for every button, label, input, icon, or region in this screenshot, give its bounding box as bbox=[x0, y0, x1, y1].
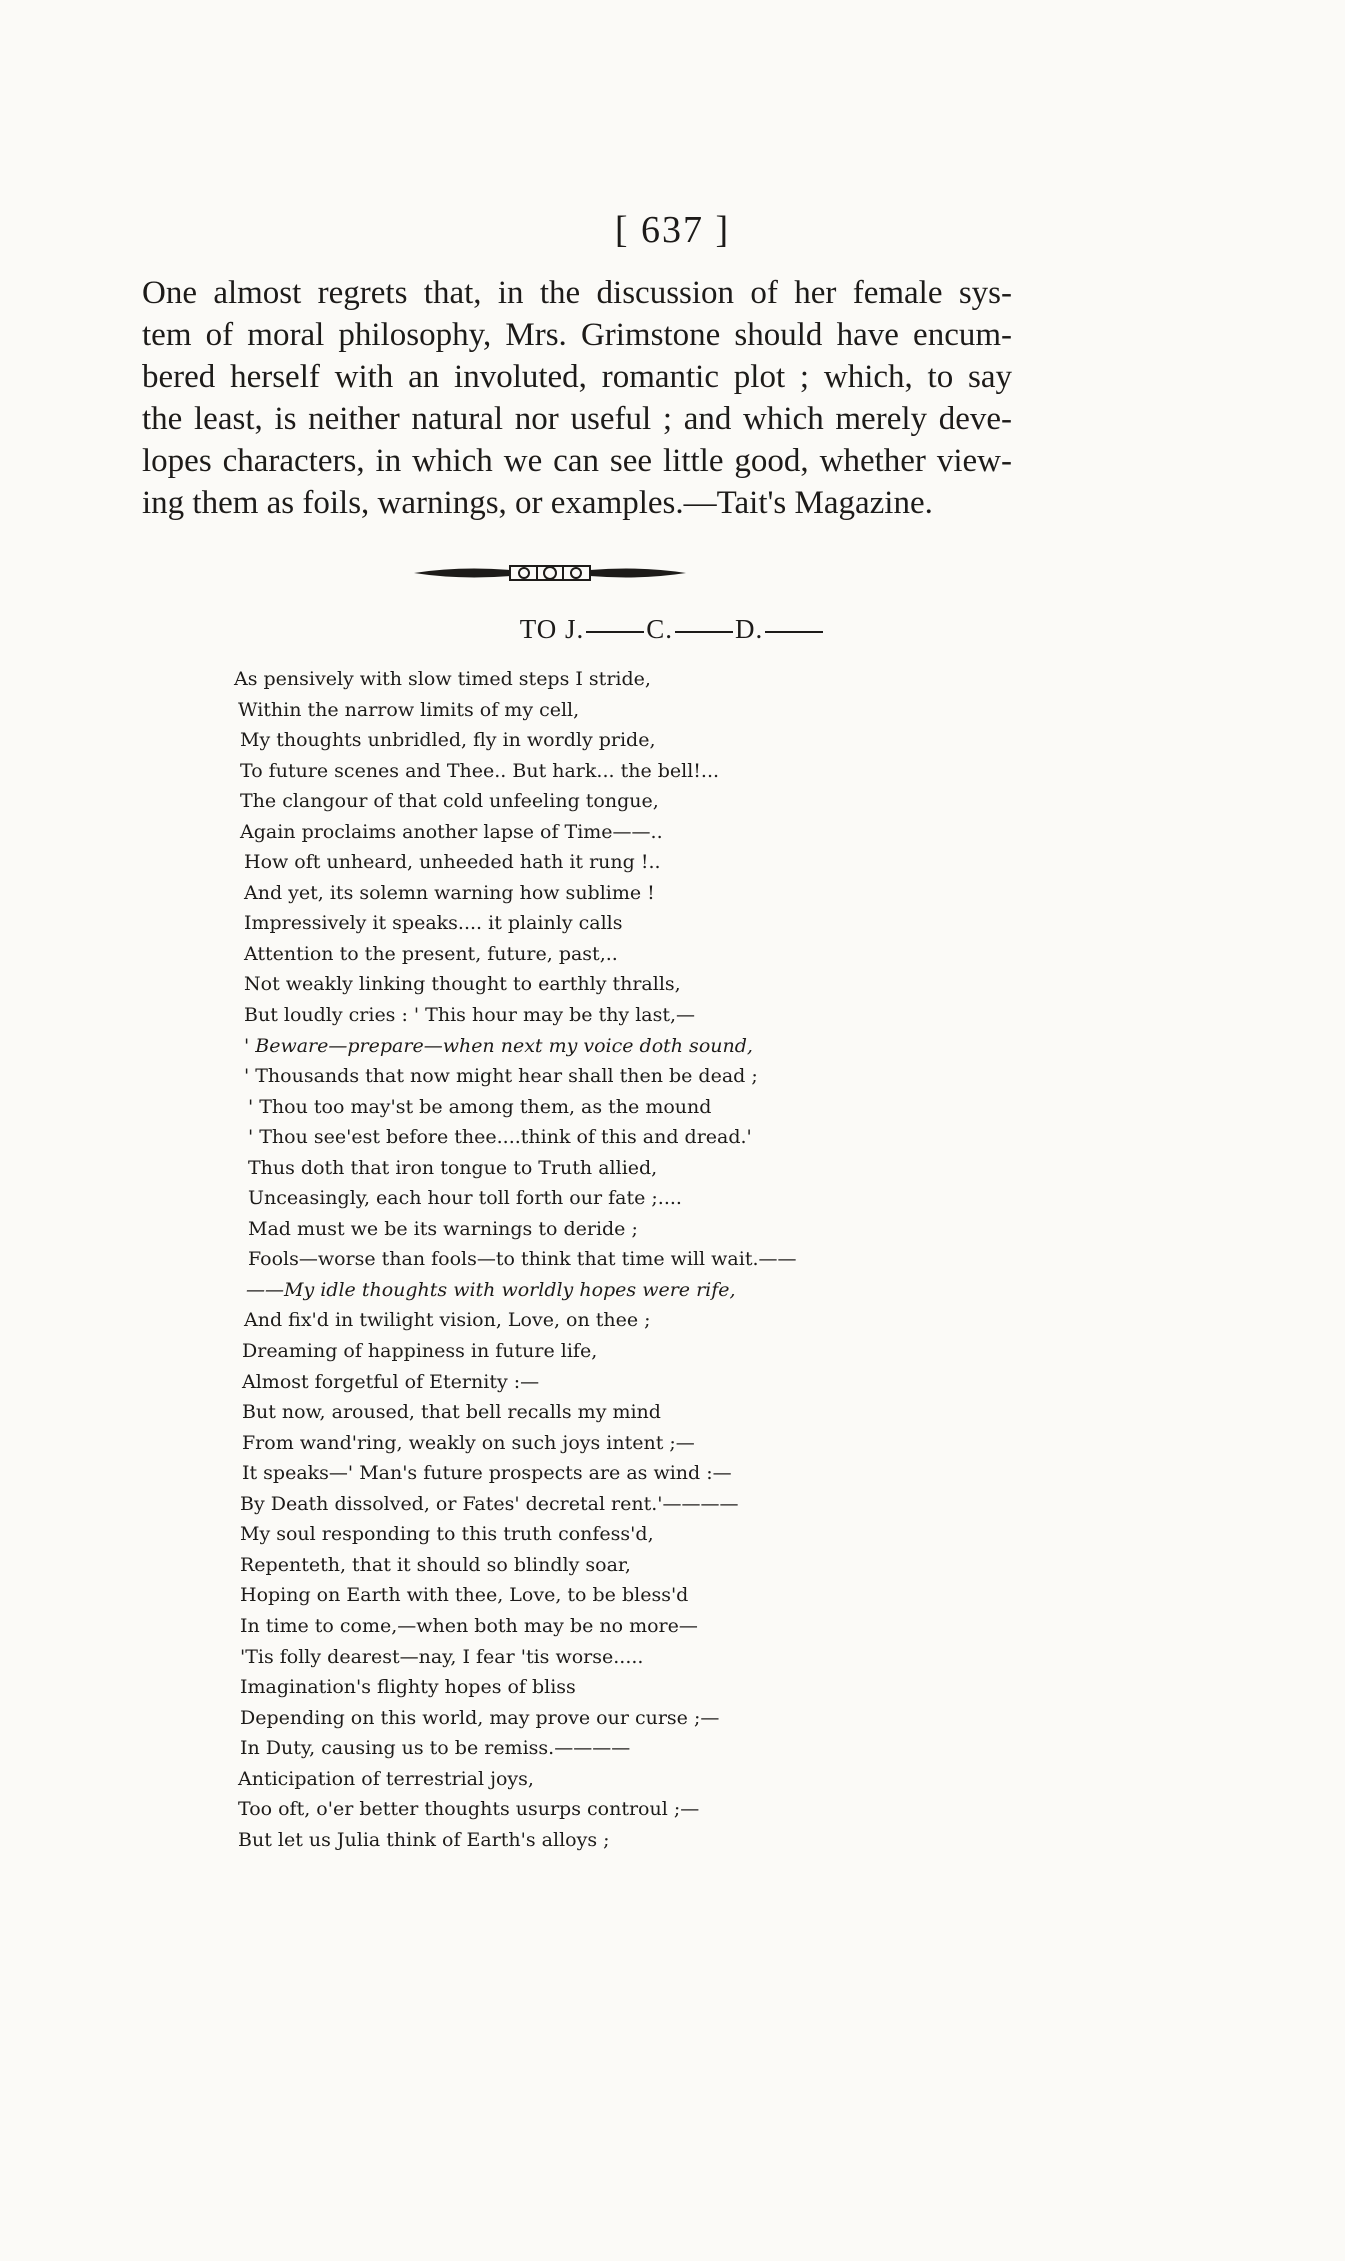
poem-line: Fools—worse than fools—to think that time will wait.—— bbox=[248, 1248, 797, 1271]
poem-line: Impressively it speaks.... it plainly calls bbox=[244, 912, 623, 935]
poem-line: But let us Julia think of Earth's alloys ; bbox=[238, 1828, 610, 1851]
poem-line: Dreaming of happiness in future life, bbox=[242, 1340, 598, 1363]
prose-line: the least, is neither natural nor useful ; and which merely deve- bbox=[142, 401, 1012, 437]
poem-line: Again proclaims another lapse of Time——.. bbox=[240, 820, 663, 843]
poem-title-c: C. bbox=[646, 614, 674, 644]
poem-line: And fix'd in twilight vision, Love, on thee ; bbox=[244, 1309, 651, 1332]
poem-line: Not weakly linking thought to earthly thralls, bbox=[244, 973, 681, 996]
poem-line: Too oft, o'er better thoughts usurps controul ;— bbox=[238, 1798, 700, 1821]
poem-line: Imagination's flighty hopes of bliss bbox=[240, 1676, 576, 1699]
poem-title-to: TO J. bbox=[519, 614, 585, 644]
poem-line: Anticipation of terrestrial joys, bbox=[238, 1767, 534, 1790]
poem-line: And yet, its solemn warning how sublime ! bbox=[244, 881, 655, 904]
page-number: [ 637 ] bbox=[614, 209, 731, 251]
poem-line: ' Thou too may'st be among them, as the mound bbox=[248, 1095, 712, 1118]
prose-line: ing them as foils, warnings, or examples.—Tait's Magazine. bbox=[142, 485, 933, 521]
poem-line: As pensively with slow timed steps I stride, bbox=[234, 668, 651, 690]
poem-line: In time to come,—when both may be no more— bbox=[240, 1614, 698, 1637]
poem-body bbox=[234, 664, 874, 1855]
poem-line: ' Thousands that now might hear shall then be dead ; bbox=[244, 1065, 758, 1088]
poem-line: My soul responding to this truth confess'd, bbox=[240, 1523, 654, 1546]
poem-line: But now, aroused, that bell recalls my mind bbox=[242, 1401, 661, 1424]
poem-line: 'Tis folly dearest—nay, I fear 'tis worse..... bbox=[240, 1645, 644, 1668]
prose-line: lopes characters, in which we can see little good, whether view- bbox=[142, 443, 1012, 479]
poem-line: ' Beware—prepare—when next my voice doth sound, bbox=[244, 1034, 753, 1057]
poem-line: Repenteth, that it should so blindly soar, bbox=[240, 1553, 631, 1576]
prose-line: One almost regrets that, in the discussion of her female sys- bbox=[142, 275, 1012, 311]
poem-line: Hoping on Earth with thee, Love, to be bless'd bbox=[240, 1584, 689, 1607]
poem-line: How oft unheard, unheeded hath it rung !.. bbox=[244, 851, 661, 874]
prose-line: bered herself with an involuted, romantic plot ; which, to say bbox=[142, 359, 1012, 395]
poem-line: To future scenes and Thee.. But hark... the bell!... bbox=[240, 759, 720, 782]
poem-line: ' Thou see'est before thee....think of this and dread.' bbox=[248, 1126, 752, 1149]
poem-title bbox=[0, 614, 1345, 645]
poem-line: Unceasingly, each hour toll forth our fate ;.... bbox=[248, 1187, 682, 1210]
poem-line: Depending on this world, may prove our curse ;— bbox=[240, 1706, 720, 1729]
poem-line: By Death dissolved, or Fates' decretal rent.'———— bbox=[240, 1492, 739, 1515]
poem-line: Almost forgetful of Eternity :— bbox=[242, 1370, 540, 1393]
poem-title-d: D. bbox=[735, 614, 764, 644]
poem-line: Within the narrow limits of my cell, bbox=[238, 698, 580, 721]
poem-line: Attention to the present, future, past,.. bbox=[244, 942, 618, 965]
poem-line: In Duty, causing us to be remiss.———— bbox=[240, 1737, 631, 1760]
poem-line: The clangour of that cold unfeeling tongue, bbox=[240, 790, 659, 813]
poem-line: From wand'ring, weakly on such joys intent ;— bbox=[242, 1431, 695, 1454]
poem-line: ——My idle thoughts with worldly hopes were rife, bbox=[246, 1278, 736, 1301]
poem-line: Mad must we be its warnings to deride ; bbox=[248, 1217, 638, 1240]
poem-line: But loudly cries : ' This hour may be thy last,— bbox=[244, 1004, 696, 1027]
poem-line: Thus doth that iron tongue to Truth allied, bbox=[248, 1156, 658, 1179]
poem-line: My thoughts unbridled, fly in wordly pride, bbox=[240, 729, 656, 752]
prose-line: tem of moral philosophy, Mrs. Grimstone should have encum- bbox=[142, 317, 1012, 353]
ornamental-divider bbox=[410, 558, 690, 588]
review-paragraph bbox=[142, 272, 1012, 524]
poem-line: It speaks—' Man's future prospects are as wind :— bbox=[242, 1462, 732, 1485]
